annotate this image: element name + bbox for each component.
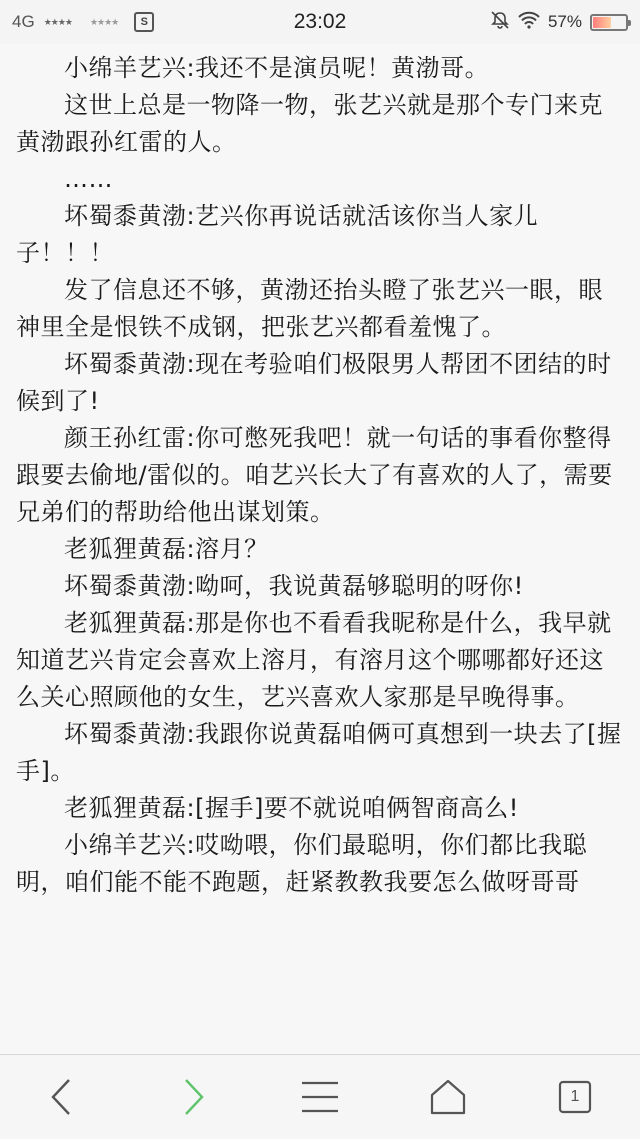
article-content[interactable] <box>0 44 640 1054</box>
back-icon <box>47 1077 77 1117</box>
battery-percent: 57% <box>547 12 582 31</box>
paragraph-text: 颜王孙红雷:你可憋死我吧！就一句话的事看你整得跟要去偷地/雷似的。咱艺兴长大了有喜欢的人了，需要兄弟们的帮助给他出谋划策。 <box>16 424 613 526</box>
article-paragraph <box>0 198 640 272</box>
menu-icon <box>300 1080 340 1114</box>
article-paragraph <box>0 420 640 531</box>
paragraph-text: 老狐狸黄磊:[握手]要不就说咱俩智商高么! <box>64 794 519 822</box>
article-paragraph <box>0 272 640 346</box>
mute-icon <box>490 10 510 35</box>
network-type: 4G <box>12 12 35 31</box>
home-button[interactable] <box>426 1075 470 1119</box>
forward-icon <box>178 1077 208 1117</box>
signal-icon: ★★★★ <box>43 16 72 27</box>
article-paragraph <box>0 716 640 790</box>
paragraph-text: 坏蜀黍黄渤:现在考验咱们极限男人帮团不团结的时候到了! <box>16 350 612 415</box>
clock: 23:02 <box>293 10 347 33</box>
paragraph-text: 小绵羊艺兴:哎呦喂，你们最聪明，你们都比我聪明，咱们能不能不跑题，赶紧教教我要怎么做呀哥哥 <box>16 831 588 896</box>
paragraph-text: 坏蜀黍黄渤:我跟你说黄磊咱俩可真想到一块去了[握手]。 <box>16 720 622 785</box>
battery-fill <box>593 17 611 28</box>
paragraph-text: 老狐狸黄磊:溶月？ <box>64 535 269 563</box>
article-paragraph <box>0 87 640 161</box>
status-right <box>490 0 628 44</box>
paragraph-text: 坏蜀黍黄渤:呦呵，我说黄磊够聪明的呀你! <box>64 572 524 600</box>
article-paragraph <box>0 790 640 827</box>
forward-button[interactable] <box>171 1075 215 1119</box>
status-bar <box>0 0 640 44</box>
article-paragraph <box>0 605 640 716</box>
paragraph-text: 这世上总是一物降一物，张艺兴就是那个专门来克黄渤跟孙红雷的人。 <box>16 91 603 156</box>
paragraph-text: 小绵羊艺兴:我还不是演员呢！黄渤哥。 <box>64 54 490 82</box>
paragraph-text: 坏蜀黍黄渤:艺兴你再说话就活该你当人家儿子！！！ <box>16 202 539 267</box>
battery-icon <box>590 14 628 31</box>
article-paragraph <box>0 346 640 420</box>
tabs-count: 1 <box>570 1088 580 1105</box>
status-left <box>12 0 154 44</box>
wifi-icon <box>518 11 540 34</box>
bottom-navigation-bar <box>0 1054 640 1139</box>
home-icon <box>428 1077 468 1117</box>
article-paragraph <box>0 531 640 568</box>
app-notification-icon: S <box>134 12 154 32</box>
article-paragraph <box>0 568 640 605</box>
signal-icon-secondary: ★★★★ <box>89 16 119 27</box>
back-button[interactable] <box>40 1075 84 1119</box>
article-paragraph <box>0 50 640 87</box>
article-paragraph <box>0 161 640 198</box>
article-paragraph <box>0 827 640 901</box>
paragraph-text: 发了信息还不够，黄渤还抬头瞪了张艺兴一眼，眼神里全是恨铁不成钢，把张艺兴都看羞愧了。 <box>16 276 603 341</box>
paragraph-text: 老狐狸黄磊:那是你也不看看我昵称是什么，我早就知道艺兴肯定会喜欢上溶月，有溶月这个哪哪都好还这么关心照顾他的女生，艺兴喜欢人家那是早晚得事。 <box>16 609 612 711</box>
paragraph-text: …… <box>64 165 113 193</box>
tabs-button[interactable] <box>553 1075 597 1119</box>
menu-button[interactable] <box>298 1075 342 1119</box>
